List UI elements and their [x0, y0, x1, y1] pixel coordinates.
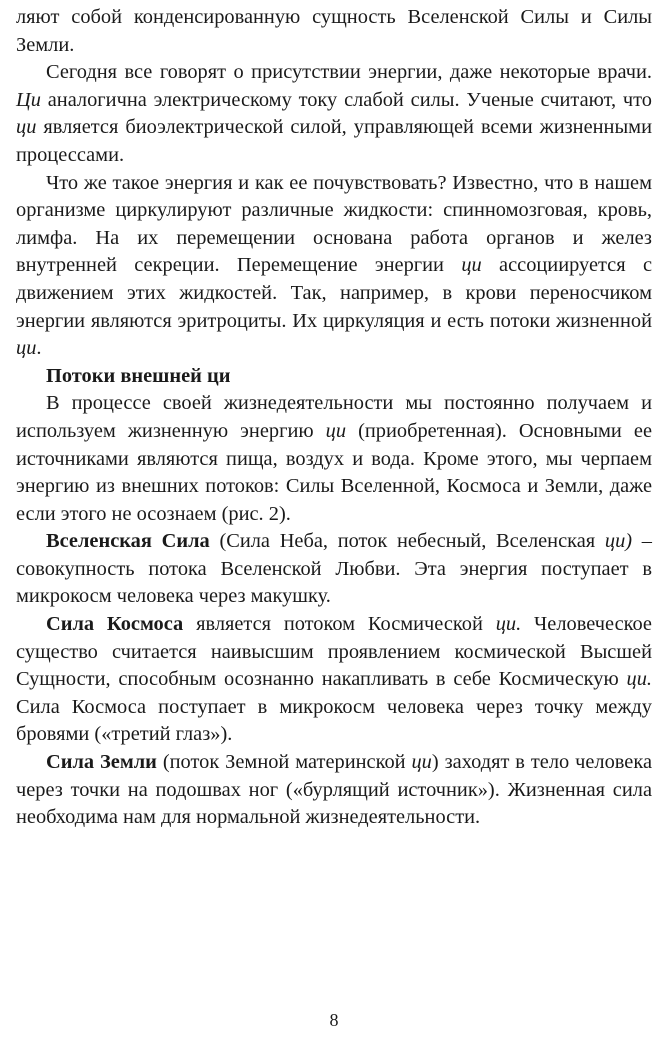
paragraph-5-text: – совокупность потока Вселенской Любви. Эта энергия поступает в микрокосм человека через макушку. [16, 530, 652, 608]
paragraph-1-text: ляют собой конденсированную сущность Вселенской Силы и Силы Земли. [16, 6, 652, 56]
qi-term: ци [16, 337, 37, 360]
paragraph-7-text: ) заходят в тело человека через точки на подошвах ног («бурлящий источник»). Жизненная сила необходима нам для нормальной жизнедеятельности. [16, 751, 652, 829]
paragraph-5 [16, 528, 652, 611]
qi-term: ци. [626, 668, 652, 691]
paragraph-4-text: (приобретенная). Основными ее источниками являются пища, воздух и вода. Кроме этого, мы черпаем энергию из внешних потоков: Силы Вселенной, Космоса и Земли, даже если этого не осознаем (рис. 2). [16, 419, 652, 525]
term-earth-force: Сила Земли [46, 751, 157, 774]
qi-term: ци [16, 116, 37, 139]
paragraph-2-text: является биоэлектрической силой, управляющей всеми жизненными процессами. [16, 116, 652, 166]
term-cosmic-force: Сила Космоса [46, 613, 184, 636]
section-heading: Потоки внешней ци [46, 364, 231, 387]
paragraph-5-text: (Сила Неба, поток небесный, Вселенская [209, 530, 605, 553]
paragraph-4-text: В процессе своей жизнедеятельности мы постоянно получаем и используем жизненную энергию [16, 392, 652, 442]
paragraph-6-text: является потоком Космической [183, 613, 496, 636]
paragraph-3-text: ассоциируется с движением этих жидкостей. Так, например, в крови переносчиком энергии являются эритроциты. Их циркуляция и есть потоки жизненной [16, 254, 652, 332]
term-universal-force: Вселенская Сила [46, 530, 210, 553]
paragraph-3-text: . [36, 337, 42, 360]
paragraph-2-text: аналогична электрическому току слабой силы. Ученые считают, что [40, 88, 652, 111]
paragraph-6-text: Человеческое существо считается наивысшим проявлением космической Высшей Сущности, способным осознанно накапливать в себе Космическую [16, 613, 652, 691]
paragraph-3-text: Что же такое энергия и как ее почувствовать? Известно, что в нашем организме циркулируют различные жидкости: спинномозговая, кровь, лимфа. На их перемещении основана работа органов и желез внутренней секреции. Перемещение энергии [16, 171, 652, 277]
paragraph-1 [16, 4, 652, 59]
qi-term: ци. [495, 613, 522, 636]
paragraph-7 [16, 749, 652, 832]
qi-term: Ци [16, 88, 41, 111]
page-number: 8 [329, 1010, 339, 1030]
paragraph-2 [16, 59, 652, 169]
qi-term: ци [461, 254, 482, 277]
paragraph-2-text: Сегодня все говорят о присутствии энергии, даже некоторые врачи. [46, 61, 652, 84]
qi-term: ци [411, 751, 432, 774]
paragraph-6-text: Сила Космоса поступает в микрокосм человека через точку между бровями («третий глаз»). [16, 695, 652, 746]
qi-term: ци) [604, 530, 633, 553]
paragraph-3 [16, 170, 652, 363]
paragraph-6 [16, 611, 652, 749]
paragraph-4 [16, 390, 652, 528]
page-body [16, 4, 652, 832]
paragraph-7-text: (поток Земной материнской [156, 751, 412, 774]
qi-term: ци [325, 419, 347, 442]
